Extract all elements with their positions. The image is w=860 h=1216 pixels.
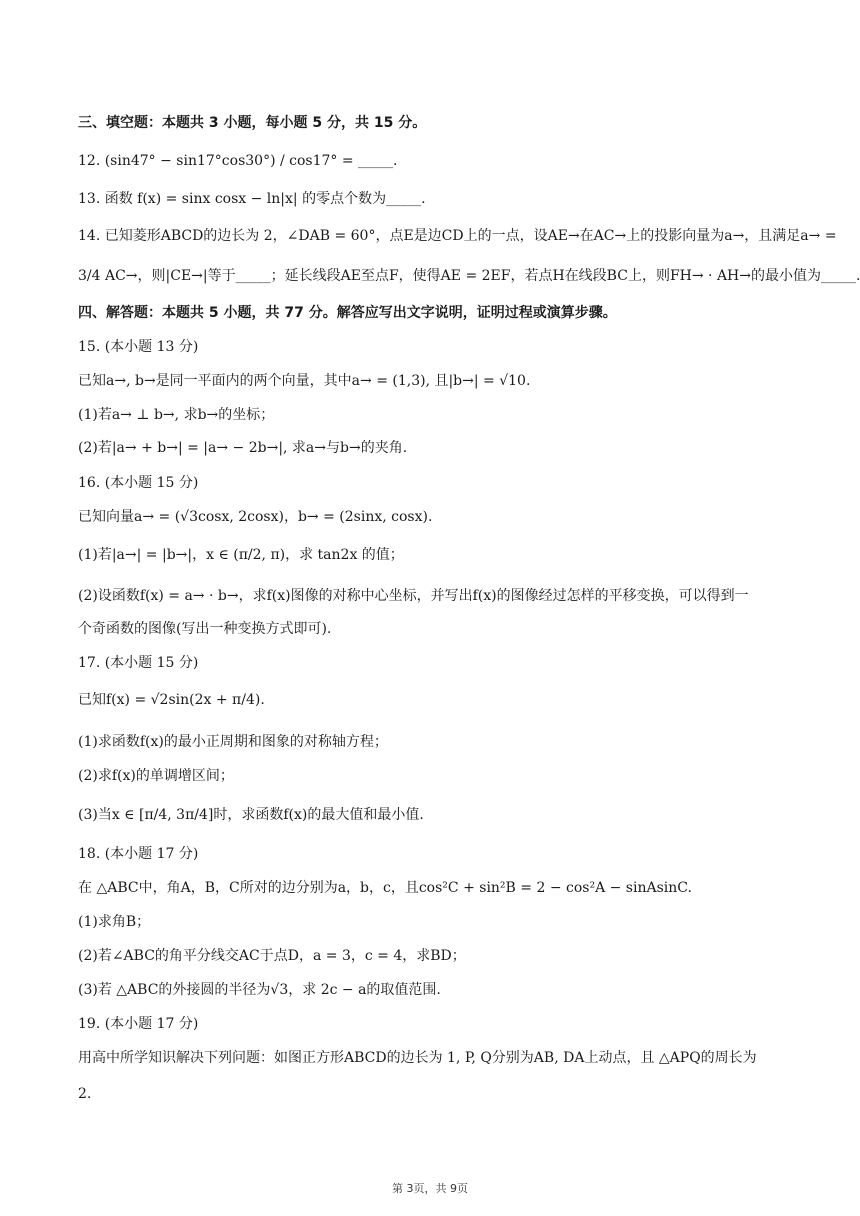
question-16-title: 16. (本小题 15 分) xyxy=(78,475,199,491)
question-19-stem-line-1: 用高中所学知识解决下列问题：如图正方形ABCD的边长为 1, P, Q分别为AB, DA上动点，且 △APQ的周长为 xyxy=(78,1050,757,1066)
question-14-line-2: 3/4 AC→，则|CE→|等于_____；延长线段AE至点F，使得AE = 2EF，若点H在线段BC上，则FH→ · AH→的最小值为_____. xyxy=(78,268,860,284)
question-18-part-1: (1)求角B； xyxy=(78,914,151,930)
section-fill-in-heading: 三、填空题：本题共 3 小题，每小题 5 分，共 15 分。 xyxy=(78,115,427,131)
question-17-part-1: (1)求函数f(x)的最小正周期和图象的对称轴方程； xyxy=(78,734,388,750)
question-13: 13. 函数 f(x) = sinx cosx − ln|x| 的零点个数为_____. xyxy=(78,191,426,207)
question-19-title: 19. (本小题 17 分) xyxy=(78,1016,199,1032)
question-15-stem: 已知a→, b→是同一平面内的两个向量，其中a→ = (1,3), 且|b→| = √10. xyxy=(78,373,531,389)
question-15-title: 15. (本小题 13 分) xyxy=(78,339,199,355)
question-16-part-2-line-1: (2)设函数f(x) = a→ · b→，求f(x)图像的对称中心坐标，并写出f(x)的图像经过怎样的平移变换，可以得到一 xyxy=(78,588,749,604)
question-17-title: 17. (本小题 15 分) xyxy=(78,655,199,671)
question-19-stem-line-2: 2. xyxy=(78,1086,92,1102)
page-footer: 第 3页，共 9页 xyxy=(392,1182,468,1195)
question-18-stem: 在 △ABC中，角A，B，C所对的边分别为a，b，c，且cos²C + sin²B = 2 − cos²A − sinAsinC. xyxy=(78,880,692,896)
question-17-part-2: (2)求f(x)的单调增区间； xyxy=(78,768,234,784)
question-15-part-1: (1)若a→ ⊥ b→, 求b→的坐标； xyxy=(78,407,275,423)
question-18-title: 18. (本小题 17 分) xyxy=(78,846,199,862)
question-14-line-1: 14. 已知菱形ABCD的边长为 2，∠DAB = 60°，点E是边CD上的一点，设AE→在AC→上的投影向量为a→，且满足a→ = xyxy=(78,228,837,244)
question-17-stem: 已知f(x) = √2sin(2x + π/4). xyxy=(78,692,265,708)
section-answer-heading: 四、解答题：本题共 5 小题，共 77 分。解答应写出文字说明，证明过程或演算步骤。 xyxy=(78,305,617,321)
question-18-part-3: (3)若 △ABC的外接圆的半径为√3，求 2c − a的取值范围. xyxy=(78,982,441,998)
question-15-part-2: (2)若|a→ + b→| = |a→ − 2b→|, 求a→与b→的夹角. xyxy=(78,440,408,456)
question-16-part-2-line-2: 个奇函数的图像(写出一种变换方式即可). xyxy=(78,621,332,637)
question-16-stem: 已知向量a→ = (√3cosx, 2cosx)，b→ = (2sinx, cosx). xyxy=(78,509,433,525)
question-18-part-2: (2)若∠ABC的角平分线交AC于点D，a = 3，c = 4，求BD； xyxy=(78,948,466,964)
question-12: 12. (sin47° − sin17°cos30°) / cos17° = _____. xyxy=(78,153,398,169)
question-17-part-3: (3)当x ∈ [π/4, 3π/4]时，求函数f(x)的最大值和最小值. xyxy=(78,807,424,823)
question-16-part-1: (1)若|a→| = |b→|，x ∈ (π/2, π)，求 tan2x 的值； xyxy=(78,547,404,563)
